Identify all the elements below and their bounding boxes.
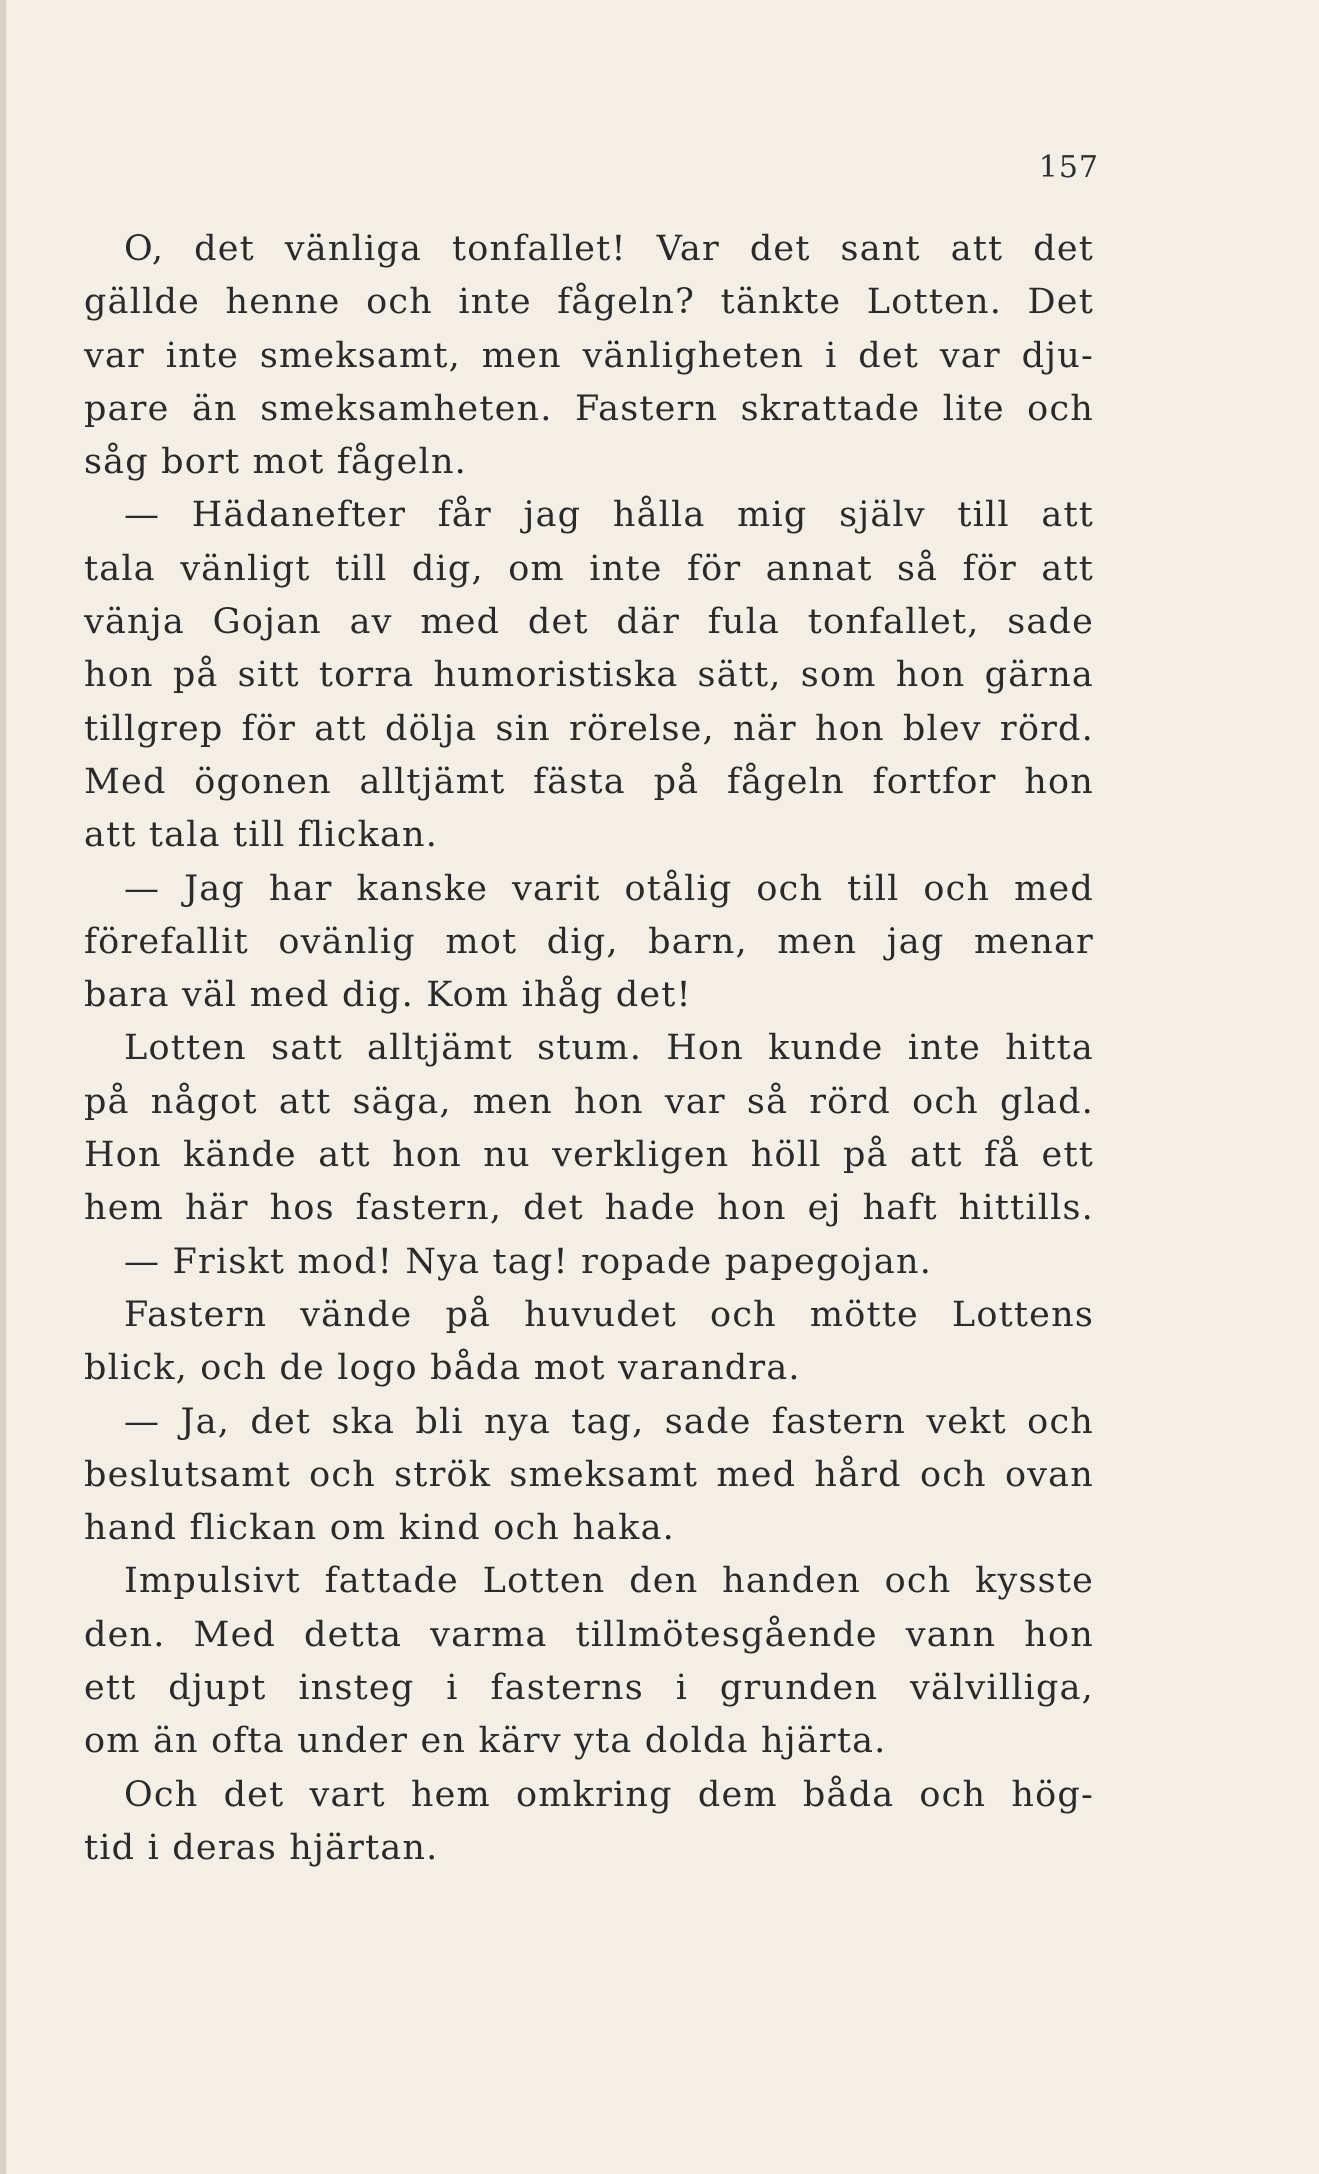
text-line: Impulsivt fattade Lotten den handen och kysste (124, 1561, 1094, 1602)
text-line: — Friskt mod! Nya tag! ropade papegojan. (124, 1241, 933, 1282)
text-line: såg bort mot fågeln. (84, 442, 468, 483)
text-line: den. Med detta varma tillmötesgående vann hon (84, 1614, 1094, 1655)
text-line: O, det vänliga tonfallet! Var det sant att det (124, 229, 1094, 269)
page-text (84, 223, 1094, 1875)
text-line: beslutsamt och strök smeksamt med hård och ovan (84, 1454, 1094, 1495)
paragraph (84, 1289, 1094, 1396)
text-line: var inte smeksamt, men vänligheten i det var dju- (84, 335, 1094, 376)
text-line: hem här hos fastern, det hade hon ej haft hittills. (84, 1188, 1094, 1229)
text-line: Och det vart hem omkring dem båda och hög- (124, 1774, 1094, 1815)
page-number: 157 (1038, 150, 1099, 185)
paragraph (84, 223, 1094, 489)
paragraph (84, 1555, 1094, 1768)
text-line: Hon kände att hon nu verkligen höll på att få ett (84, 1135, 1094, 1176)
text-line: tid i deras hjärtan. (84, 1827, 439, 1868)
paragraph (84, 1769, 1094, 1876)
text-line: att tala till flickan. (84, 815, 439, 856)
text-line: Lotten satt alltjämt stum. Hon kunde inte hitta (124, 1028, 1094, 1069)
text-line: pare än smeksamheten. Fastern skrattade lite och (84, 388, 1094, 429)
text-line: hand flickan om kind och haka. (84, 1508, 675, 1549)
page-edge (0, 0, 6, 2174)
text-line: — Ja, det ska bli nya tag, sade fastern vekt och (124, 1401, 1094, 1442)
text-line: bara väl med dig. Kom ihåg det! (84, 975, 692, 1016)
text-line: hon på sitt torra humoristiska sätt, som hon gärna (84, 655, 1094, 696)
text-line: — Jag har kanske varit otålig och till och med (124, 868, 1094, 909)
text-line: ett djupt insteg i fasterns i grunden välvilliga, (84, 1668, 1094, 1709)
text-line: om än ofta under en kärv yta dolda hjärta. (84, 1721, 887, 1762)
text-line: förefallit ovänlig mot dig, barn, men jag menar (84, 921, 1094, 962)
text-line: Fastern vände på huvudet och mötte Lottens (124, 1294, 1094, 1335)
paragraph (84, 489, 1094, 862)
paragraph (84, 863, 1094, 1023)
text-line: blick, och de logo båda mot varandra. (84, 1348, 801, 1389)
paragraph (84, 1396, 1094, 1556)
paragraph (84, 1236, 1094, 1289)
text-line: Med ögonen alltjämt fästa på fågeln fortfor hon (84, 761, 1094, 802)
text-line: på något att säga, men hon var så rörd och glad. (84, 1081, 1094, 1122)
text-line: tala vänligt till dig, om inte för annat så för att (84, 548, 1094, 589)
text-line: gällde henne och inte fågeln? tänkte Lotten. Det (84, 282, 1094, 323)
text-line: — Hädanefter får jag hålla mig själv till att (124, 495, 1094, 536)
text-line: tillgrep för att dölja sin rörelse, när hon blev rörd. (84, 708, 1094, 749)
paragraph (84, 1022, 1094, 1235)
text-line: vänja Gojan av med det där fula tonfallet, sade (84, 602, 1094, 643)
